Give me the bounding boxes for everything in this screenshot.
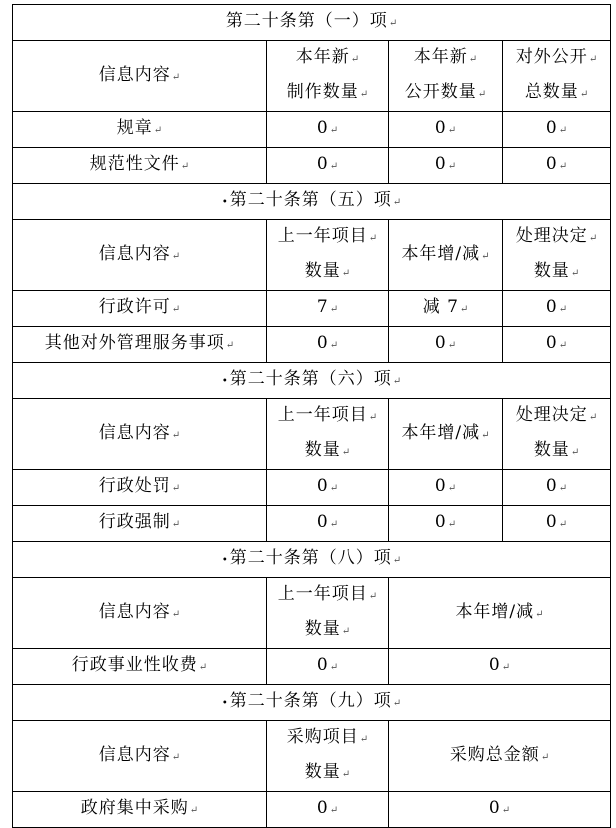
header-line: [503, 255, 610, 290]
paragraph-mark: ↵: [588, 54, 598, 65]
header-line: [13, 739, 266, 774]
header-text: 处理决定: [515, 405, 588, 425]
value-text: 0: [434, 476, 447, 496]
value-cell: [267, 649, 389, 685]
header-cell: [389, 41, 503, 112]
header-line: [503, 76, 610, 111]
row-label: [13, 327, 267, 363]
table-row: [13, 148, 611, 184]
paragraph-mark: ↵: [359, 734, 369, 745]
header-row: [13, 220, 611, 291]
header-cell: [267, 399, 389, 470]
value-cell: [389, 112, 503, 148]
section-title-text: 第二十条第（五）项: [229, 190, 392, 210]
paragraph-mark: ↵: [447, 340, 457, 351]
section-title-row: [13, 685, 611, 721]
bullet-mark: •: [221, 376, 228, 387]
paragraph-mark: ↵: [189, 805, 199, 816]
header-text: 采购总金额: [449, 744, 540, 765]
section-title-text: 第二十条第（八）项: [229, 548, 392, 568]
paragraph-mark: ↵: [501, 662, 511, 673]
header-text: 数量: [304, 440, 341, 460]
paragraph-mark: ↵: [388, 18, 398, 29]
header-line: [267, 220, 388, 255]
value-text: 0: [316, 154, 329, 174]
value-text: 0: [316, 333, 329, 353]
paragraph-mark: ↵: [341, 447, 351, 458]
paragraph-mark: ↵: [171, 519, 181, 530]
section-title: [13, 685, 611, 721]
row-label: [13, 291, 267, 327]
section-title: [13, 363, 611, 399]
paragraph-mark: ↵: [368, 233, 378, 244]
header-line: [389, 739, 610, 774]
table-row: [13, 112, 611, 148]
value-cell: [267, 506, 389, 542]
value-cell: [389, 649, 611, 685]
paragraph-mark: ↵: [329, 483, 339, 494]
header-cell: [503, 220, 611, 291]
section-title: [13, 184, 611, 220]
header-text: 上一年项目: [277, 405, 368, 425]
paragraph-mark: ↵: [171, 429, 181, 441]
row-label-text: 行政处罚: [98, 476, 171, 496]
header-cell: [267, 578, 389, 649]
header-text: 信息内容: [98, 64, 171, 85]
paragraph-mark: ↵: [447, 125, 457, 136]
header-line: [267, 613, 388, 648]
header-line: [267, 399, 388, 434]
value-text: 0: [434, 118, 447, 138]
row-label-text: 行政事业性收费: [71, 655, 198, 675]
header-text: 数量: [304, 619, 341, 639]
header-text: 本年增/减: [401, 243, 481, 264]
value-text: 0: [316, 512, 329, 532]
section-title: [13, 5, 611, 41]
value-cell: [267, 291, 389, 327]
section-title-row: [13, 184, 611, 220]
paragraph-mark: ↵: [468, 54, 478, 65]
paragraph-mark: ↵: [350, 54, 360, 65]
paragraph-mark: ↵: [341, 626, 351, 637]
value-cell: [389, 148, 503, 184]
paragraph-mark: ↵: [570, 268, 580, 279]
table-row: [13, 506, 611, 542]
paragraph-mark: ↵: [392, 376, 402, 387]
value-cell: [267, 327, 389, 363]
value-cell: [503, 291, 611, 327]
paragraph-mark: ↵: [588, 412, 598, 423]
paragraph-mark: ↵: [329, 304, 339, 315]
header-text: 本年增/减: [455, 601, 535, 622]
paragraph-mark: ↵: [579, 89, 589, 100]
value-text: 0: [545, 297, 558, 317]
header-info-content: [13, 399, 267, 470]
paragraph-mark: ↵: [570, 447, 580, 458]
header-text: 采购项目: [286, 727, 359, 747]
value-text: 0: [316, 476, 329, 496]
value-text: 0: [545, 333, 558, 353]
header-text: 公开数量: [404, 82, 477, 102]
paragraph-mark: ↵: [447, 483, 457, 494]
row-label: [13, 148, 267, 184]
paragraph-mark: ↵: [459, 304, 469, 315]
header-line: [13, 596, 266, 631]
header-info-content: [13, 41, 267, 112]
header-text: 总数量: [524, 82, 579, 102]
paragraph-mark: ↵: [558, 519, 568, 530]
paragraph-mark: ↵: [329, 662, 339, 673]
paragraph-mark: ↵: [558, 125, 568, 136]
header-line: [13, 59, 266, 94]
paragraph-mark: ↵: [447, 161, 457, 172]
header-row: [13, 578, 611, 649]
header-row: [13, 721, 611, 792]
paragraph-mark: ↵: [540, 751, 550, 763]
paragraph-mark: ↵: [368, 591, 378, 602]
header-text: 本年增/减: [401, 422, 481, 443]
header-cell: [267, 41, 389, 112]
header-text: 处理决定: [515, 226, 588, 246]
row-label-text: 行政许可: [98, 297, 171, 317]
header-line: [503, 399, 610, 434]
header-text: 数量: [533, 261, 570, 281]
header-cell: [503, 399, 611, 470]
row-label: [13, 506, 267, 542]
section-title-text: 第二十条第（九）项: [229, 691, 392, 711]
header-line: [267, 41, 388, 76]
paragraph-mark: ↵: [180, 161, 190, 172]
value-cell: [389, 327, 503, 363]
header-cell: [389, 578, 611, 649]
paragraph-mark: ↵: [171, 483, 181, 494]
paragraph-mark: ↵: [501, 805, 511, 816]
table-row: [13, 327, 611, 363]
paragraph-mark: ↵: [225, 340, 235, 351]
bullet-mark: •: [221, 197, 228, 208]
paragraph-mark: ↵: [481, 429, 490, 441]
paragraph-mark: ↵: [171, 250, 181, 262]
row-label-text: 其他对外管理服务事项: [44, 333, 225, 353]
paragraph-mark: ↵: [329, 519, 339, 530]
header-text: 上一年项目: [277, 584, 368, 604]
value-cell: [389, 291, 503, 327]
value-text: 0: [488, 655, 501, 675]
header-line: [267, 756, 388, 791]
paragraph-mark: ↵: [392, 197, 402, 208]
paragraph-mark: ↵: [153, 125, 163, 136]
value-text: 0: [316, 655, 329, 675]
header-line: [503, 220, 610, 255]
header-line: [267, 578, 388, 613]
header-text: 数量: [533, 440, 570, 460]
paragraph-mark: ↵: [558, 161, 568, 172]
header-text: 上一年项目: [277, 226, 368, 246]
table-row: [13, 291, 611, 327]
paragraph-mark: ↵: [558, 304, 568, 315]
header-cell: [389, 220, 503, 291]
bullet-mark: •: [221, 555, 228, 566]
header-line: [267, 255, 388, 290]
header-info-content: [13, 721, 267, 792]
table-row: [13, 470, 611, 506]
header-info-content: [13, 578, 267, 649]
paragraph-mark: ↵: [392, 698, 402, 709]
value-cell: [267, 470, 389, 506]
paragraph-mark: ↵: [535, 608, 544, 620]
section-title-row: [13, 5, 611, 41]
paragraph-mark: ↵: [558, 483, 568, 494]
header-line: [267, 76, 388, 111]
section-title-text: 第二十条第（六）项: [229, 369, 392, 389]
paragraph-mark: ↵: [481, 250, 490, 262]
value-text: 0: [545, 476, 558, 496]
header-text: 本年新: [413, 47, 468, 67]
disclosure-table-body: [13, 5, 611, 828]
header-line: [13, 238, 266, 273]
paragraph-mark: ↵: [171, 304, 181, 315]
disclosure-table: [12, 4, 611, 828]
header-row: [13, 41, 611, 112]
header-text: 本年新: [295, 47, 350, 67]
header-info-content: [13, 220, 267, 291]
value-cell: [503, 148, 611, 184]
value-text: 0: [545, 118, 558, 138]
row-label-text: 行政强制: [98, 512, 171, 532]
value-text: 0: [316, 798, 329, 818]
header-text: 信息内容: [98, 243, 171, 264]
header-line: [389, 417, 502, 452]
value-cell: [267, 112, 389, 148]
paragraph-mark: ↵: [171, 71, 181, 83]
table-row: [13, 649, 611, 685]
header-line: [267, 434, 388, 469]
value-cell: [389, 470, 503, 506]
value-cell: [267, 148, 389, 184]
row-label-text: 规范性文件: [89, 154, 180, 174]
header-cell: [503, 41, 611, 112]
value-text: 0: [545, 512, 558, 532]
value-cell: [389, 506, 503, 542]
paragraph-mark: ↵: [198, 662, 208, 673]
row-label: [13, 112, 267, 148]
paragraph-mark: ↵: [447, 519, 457, 530]
header-text: 信息内容: [98, 601, 171, 622]
header-line: [503, 41, 610, 76]
paragraph-mark: ↵: [368, 412, 378, 423]
value-text: 0: [545, 154, 558, 174]
paragraph-mark: ↵: [392, 555, 402, 566]
value-cell: [503, 327, 611, 363]
paragraph-mark: ↵: [171, 608, 181, 620]
row-label: [13, 649, 267, 685]
header-cell: [267, 721, 389, 792]
value-text: 0: [316, 118, 329, 138]
paragraph-mark: ↵: [329, 340, 339, 351]
value-text: 7: [316, 297, 329, 317]
value-cell: [503, 112, 611, 148]
row-label-text: 政府集中采购: [80, 798, 189, 818]
value-text: 0: [488, 798, 501, 818]
value-text: 0: [434, 154, 447, 174]
section-title-row: [13, 363, 611, 399]
header-text: 数量: [304, 261, 341, 281]
row-label-text: 规章: [116, 118, 153, 138]
paragraph-mark: ↵: [341, 268, 351, 279]
header-text: 信息内容: [98, 744, 171, 765]
header-line: [13, 417, 266, 452]
header-cell: [267, 220, 389, 291]
value-text: 0: [434, 333, 447, 353]
header-text: 数量: [304, 762, 341, 782]
header-cell: [389, 721, 611, 792]
section-title: [13, 542, 611, 578]
value-text: 0: [434, 512, 447, 532]
header-cell: [389, 399, 503, 470]
paragraph-mark: ↵: [329, 125, 339, 136]
value-text: 减 7: [422, 297, 459, 317]
paragraph-mark: ↵: [359, 89, 369, 100]
section-title-text: 第二十条第（一）项: [225, 11, 388, 31]
header-line: [503, 434, 610, 469]
header-line: [389, 41, 502, 76]
header-text: 制作数量: [286, 82, 359, 102]
paragraph-mark: ↵: [558, 340, 568, 351]
header-line: [389, 596, 610, 631]
value-cell: [503, 470, 611, 506]
value-cell: [503, 506, 611, 542]
header-line: [389, 76, 502, 111]
paragraph-mark: ↵: [171, 751, 181, 763]
paragraph-mark: ↵: [588, 233, 598, 244]
header-row: [13, 399, 611, 470]
header-text: 信息内容: [98, 422, 171, 443]
header-text: 对外公开: [515, 47, 588, 67]
paragraph-mark: ↵: [329, 805, 339, 816]
header-line: [389, 238, 502, 273]
row-label: [13, 470, 267, 506]
bullet-mark: •: [221, 698, 228, 709]
section-title-row: [13, 542, 611, 578]
header-line: [267, 721, 388, 756]
paragraph-mark: ↵: [329, 161, 339, 172]
paragraph-mark: ↵: [341, 769, 351, 780]
paragraph-mark: ↵: [477, 89, 487, 100]
